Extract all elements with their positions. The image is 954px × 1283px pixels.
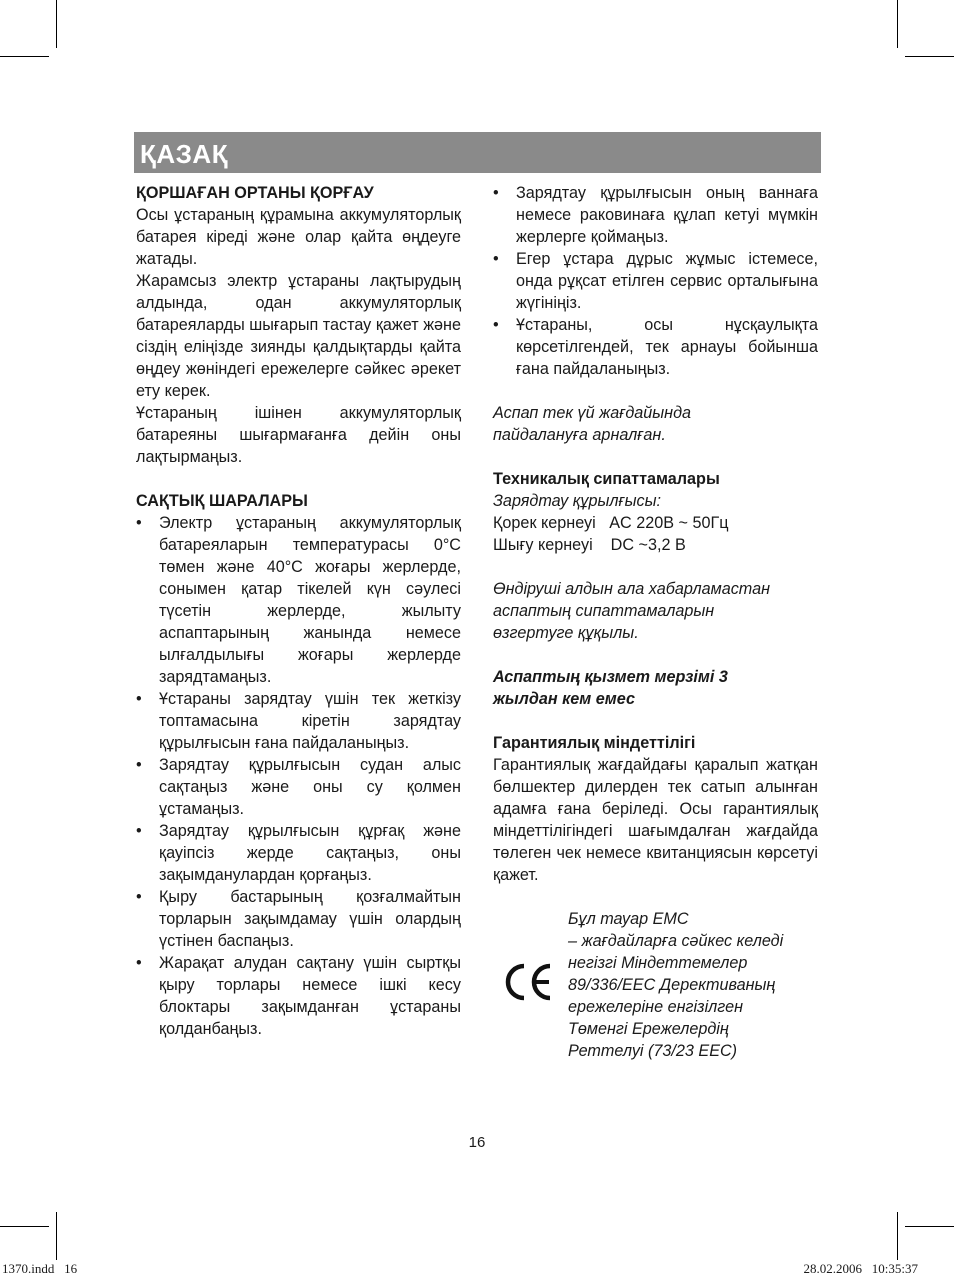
safety-list-continued [493, 182, 818, 380]
environment-paragraph: Осы ұстараның құрамына аккумуляторлық батарея кіреді және олар қайта өңдеуге жатады. [136, 206, 461, 268]
list-item: • Ұстараны, осы нұсқаулықта көрсетілгендей, тек арнауы бойынша ғана пайдаланыңыз. [493, 316, 818, 378]
footer-file-info: 1370.indd 16 [2, 1261, 78, 1276]
language-title: ҚАЗАҚ [140, 139, 229, 169]
crop-mark [897, 1212, 898, 1260]
list-item: • Зарядтау құрылғысын құрғақ және қауіпсіз жерде сақтаңыз, оны зақымданулардан қорғаңыз. [136, 822, 461, 884]
crop-mark [905, 56, 954, 57]
footer-timestamp: 28.02.2006 10:35:37 [803, 1261, 918, 1276]
manufacturer-note: Өндіруші алдын ала хабарламастан [493, 580, 771, 598]
ce-compliance-block [493, 908, 818, 1062]
list-item: • Ұстараны зарядтау үшін тек жеткізу топтамасына кіретін зарядтау құрылғысын ғана пайдаланыңыз. [136, 690, 461, 752]
crop-mark [56, 0, 57, 48]
page-number: 16 [468, 1134, 486, 1151]
warranty-heading: Гарантиялық міндеттілігі [493, 734, 696, 752]
environment-heading: ҚОРШАҒАН ОРТАНЫ ҚОРҒАУ [136, 184, 374, 202]
crop-mark [0, 1226, 49, 1227]
crop-mark [897, 0, 898, 48]
language-header-bar [134, 132, 821, 173]
list-item: • Егер ұстара дұрыс жұмыс істемесе, онда рұқсат етілген сервис орталығына жүгініңіз. [493, 250, 818, 312]
safety-heading: САҚТЫҚ ШАРАЛАРЫ [136, 492, 308, 510]
ce-compliance-text: Бұл тауар EMC – жағдайларға сәйкес келеді негізгі Міндеттемелер 89/336/EEC Дерективаның ережелеріне енгізілген Төменгі Ережелердің Реттелуі (73/23 EEC) [568, 910, 784, 1060]
crop-mark [56, 1212, 57, 1260]
manufacturer-note: өзгертуге құқылы. [493, 624, 639, 642]
manufacturer-note: аспаптың сипаттамаларын [493, 602, 715, 620]
list-item: • Қыру бастарының қозғалмайтын торларын зақымдамау үшін олардың үстінен баспаңыз. [136, 888, 461, 950]
environment-paragraph: Жарамсыз электр ұстараны лақтырудың алдында, одан аккумуляторлық батареяларды шығарып тастау қажет және сіздің еліңізде зиянды қалдықтарды қайта өңдеу жөніндегі ережелерге сәйкес әрекет ету керек. [136, 272, 461, 400]
input-voltage: Қорек кернеуі AC 220В ~ 50Гц [493, 514, 729, 532]
output-voltage: Шығу кернеуі DC ~3,2 В [493, 536, 686, 554]
warranty-text: Гарантиялық жағдайдағы қаралып жатқан бөлшектер дилерден тек сатып алынған адамға ғана беріледі. Осы гарантиялық міндеттілігіндегі шағымдалған жағдайда төлеген чек немесе квитанциясын көрсетуі қажет. [493, 756, 818, 884]
crop-mark [905, 1226, 954, 1227]
list-item: • Электр ұстараның аккумуляторлық батареяларын температурасы 0°C төмен және 40°C жоғары жерлерде, сонымен қатар тікелей күн сәулесі түсетін жерлерде, жылыту аспаптарының жанында немесе ылғалдылығы жоғары жерлерде зарядтамаңыз. [136, 514, 461, 686]
safety-list [136, 512, 461, 1040]
list-item: • Жарақат алудан сақтану үшін сыртқы қыру торлары немесе ішкі кесу блоктары зақымданған ұстараны қолданбаңыз. [136, 954, 461, 1038]
service-life-note: жылдан кем емес [493, 690, 635, 708]
crop-mark [0, 56, 49, 57]
list-item: • Зарядтау құрылғысын судан алыс сақтаңыз және оны су қолмен ұстамаңыз. [136, 756, 461, 818]
service-life-note: Аспаптың қызмет мерзімі 3 [493, 668, 728, 686]
home-use-note: Аспап тек үй жағдайында [493, 404, 692, 422]
ce-mark-icon [503, 962, 555, 1002]
charger-label: Зарядтау құрылғысы: [493, 492, 662, 510]
list-item: • Зарядтау құрылғысын оның ваннаға немесе раковинаға құлап кетуі мүмкін жерлерге қоймаңыз. [493, 184, 818, 246]
environment-paragraph: Ұстараның ішінен аккумуляторлық батареяны шығармағанға дейін оны лақтырмаңыз. [136, 404, 461, 466]
right-column [493, 182, 818, 1062]
home-use-note: пайдалануға арналған. [493, 426, 666, 444]
tech-specs-heading: Техникалық сипаттамалары [493, 470, 720, 488]
left-column [136, 182, 461, 1040]
